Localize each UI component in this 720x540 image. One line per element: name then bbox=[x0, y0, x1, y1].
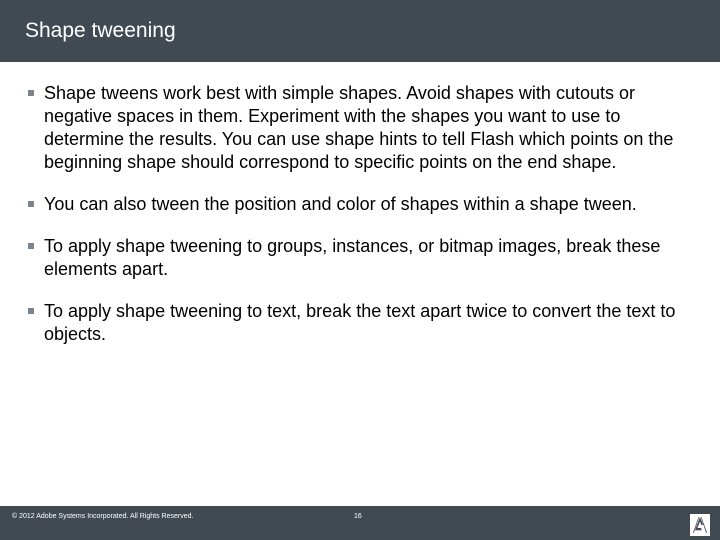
bullet-item bbox=[28, 235, 700, 281]
bullet-text: To apply shape tweening to groups, instances, or bitmap images, break these elements apart. bbox=[44, 236, 661, 279]
bullet-text: You can also tween the position and color of shapes within a shape tween. bbox=[44, 194, 637, 214]
bullet-item bbox=[28, 193, 700, 216]
bullet-item bbox=[28, 300, 700, 346]
bullet-marker-icon bbox=[28, 90, 34, 96]
title-bar bbox=[0, 0, 720, 62]
adobe-logo-glyph-icon bbox=[690, 514, 710, 536]
adobe-logo-icon bbox=[690, 514, 710, 536]
slide-title: Shape tweening bbox=[25, 19, 176, 42]
bullet-marker-icon bbox=[28, 201, 34, 207]
page-number: 16 bbox=[354, 513, 362, 520]
footer-bar bbox=[0, 506, 720, 540]
bullet-item bbox=[28, 82, 700, 174]
bullet-marker-icon bbox=[28, 243, 34, 249]
bullet-list bbox=[28, 82, 700, 365]
bullet-text: Shape tweens work best with simple shapes. Avoid shapes with cutouts or negative spaces in them. Experiment with the shapes you want to use to determine the results. You can use shape hints to tell Flash which points on the beginning shape should correspond to specific points on the end shape. bbox=[44, 83, 674, 172]
bullet-text: To apply shape tweening to text, break the text apart twice to convert the text to objects. bbox=[44, 301, 676, 344]
bullet-marker-icon bbox=[28, 308, 34, 314]
copyright-text: © 2012 Adobe Systems Incorporated. All Rights Reserved. bbox=[12, 513, 194, 520]
